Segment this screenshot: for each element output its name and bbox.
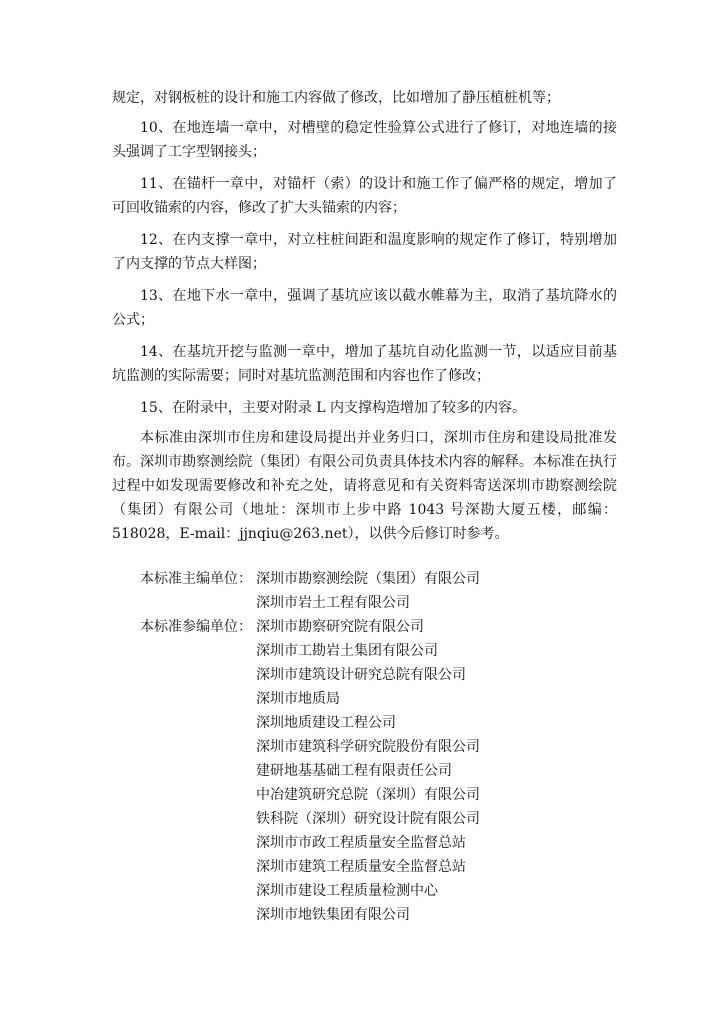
paragraph-item-13: 13、在地下水一章中，强调了基坑应该以截水帷幕为主，取消了基坑降水的公式； (112, 288, 617, 328)
participating-editor-unit: 深圳市地质局 (256, 691, 340, 707)
participating-editor-unit: 中冶建筑研究总院（深圳）有限公司 (256, 787, 480, 803)
participating-editor-unit: 铁科院（深圳）研究设计院有限公司 (256, 811, 480, 827)
paragraph-item-12: 12、在内支撑一章中，对立柱桩间距和温度影响的规定作了修订，特别增加了内支撑的节点大样图； (112, 232, 617, 272)
participating-editor-unit: 深圳市建筑设计研究总院有限公司 (256, 667, 466, 683)
chief-editor-unit: 深圳市岩土工程有限公司 (256, 595, 410, 611)
paragraph-continuation: 规定，对钢板桩的设计和施工内容做了修改，比如增加了静压植桩机等； (112, 90, 560, 106)
participating-editor-unit: 深圳市建设工程质量检测中心 (256, 883, 438, 899)
paragraph-item-14: 14、在基坑开挖与监测一章中，增加了基坑自动化监测一节，以适应目前基坑监测的实际需要；同时对基坑监测范围和内容也作了修改； (112, 344, 617, 384)
participating-editor-unit: 深圳市建筑科学研究院股份有限公司 (256, 739, 480, 755)
participating-editor-unit: 深圳市市政工程质量安全监督总站 (256, 835, 466, 851)
participating-editor-unit: 深圳市地铁集团有限公司 (256, 907, 410, 923)
paragraph-item-15: 15、在附录中，主要对附录 L 内支撑构造增加了较多的内容。 (140, 400, 527, 416)
participating-editor-unit: 建研地基基础工程有限责任公司 (256, 763, 452, 779)
participating-editor-label: 本标准参编单位： (140, 619, 252, 635)
paragraph-item-11: 11、在锚杆一章中，对锚杆（索）的设计和施工作了偏严格的规定，增加了可回收锚索的内容，修改了扩大头锚索的内容； (112, 176, 617, 216)
paragraph-item-10: 10、在地连墙一章中，对槽壁的稳定性验算公式进行了修订，对地连墙的接头强调了工字型钢接头； (112, 120, 617, 160)
chief-editor-label: 本标准主编单位： (140, 571, 252, 587)
chief-editor-unit: 深圳市勘察测绘院（集团）有限公司 (256, 571, 480, 587)
participating-editor-unit: 深圳市工勘岩土集团有限公司 (256, 643, 438, 659)
participating-editor-unit: 深圳地质建设工程公司 (256, 715, 396, 731)
participating-editor-unit: 深圳市勘察研究院有限公司 (256, 619, 424, 635)
paragraph-standard-info: 本标准由深圳市住房和建设局提出并业务归口，深圳市住房和建设局批准发布。深圳市勘察测绘院（集团）有限公司负责具体技术内容的解释。本标准在执行过程中如发现需要修改和补充之处，请将意见和有关资料寄送深圳市勘察测绘院（集团）有限公司（地址：深圳市上步中路 1043 号深勘大厦五楼，邮编：518028，E-mail：jjnqiu@263.net），以供今后修订时参考。 (112, 430, 617, 542)
participating-editor-unit: 深圳市建筑工程质量安全监督总站 (256, 859, 466, 875)
